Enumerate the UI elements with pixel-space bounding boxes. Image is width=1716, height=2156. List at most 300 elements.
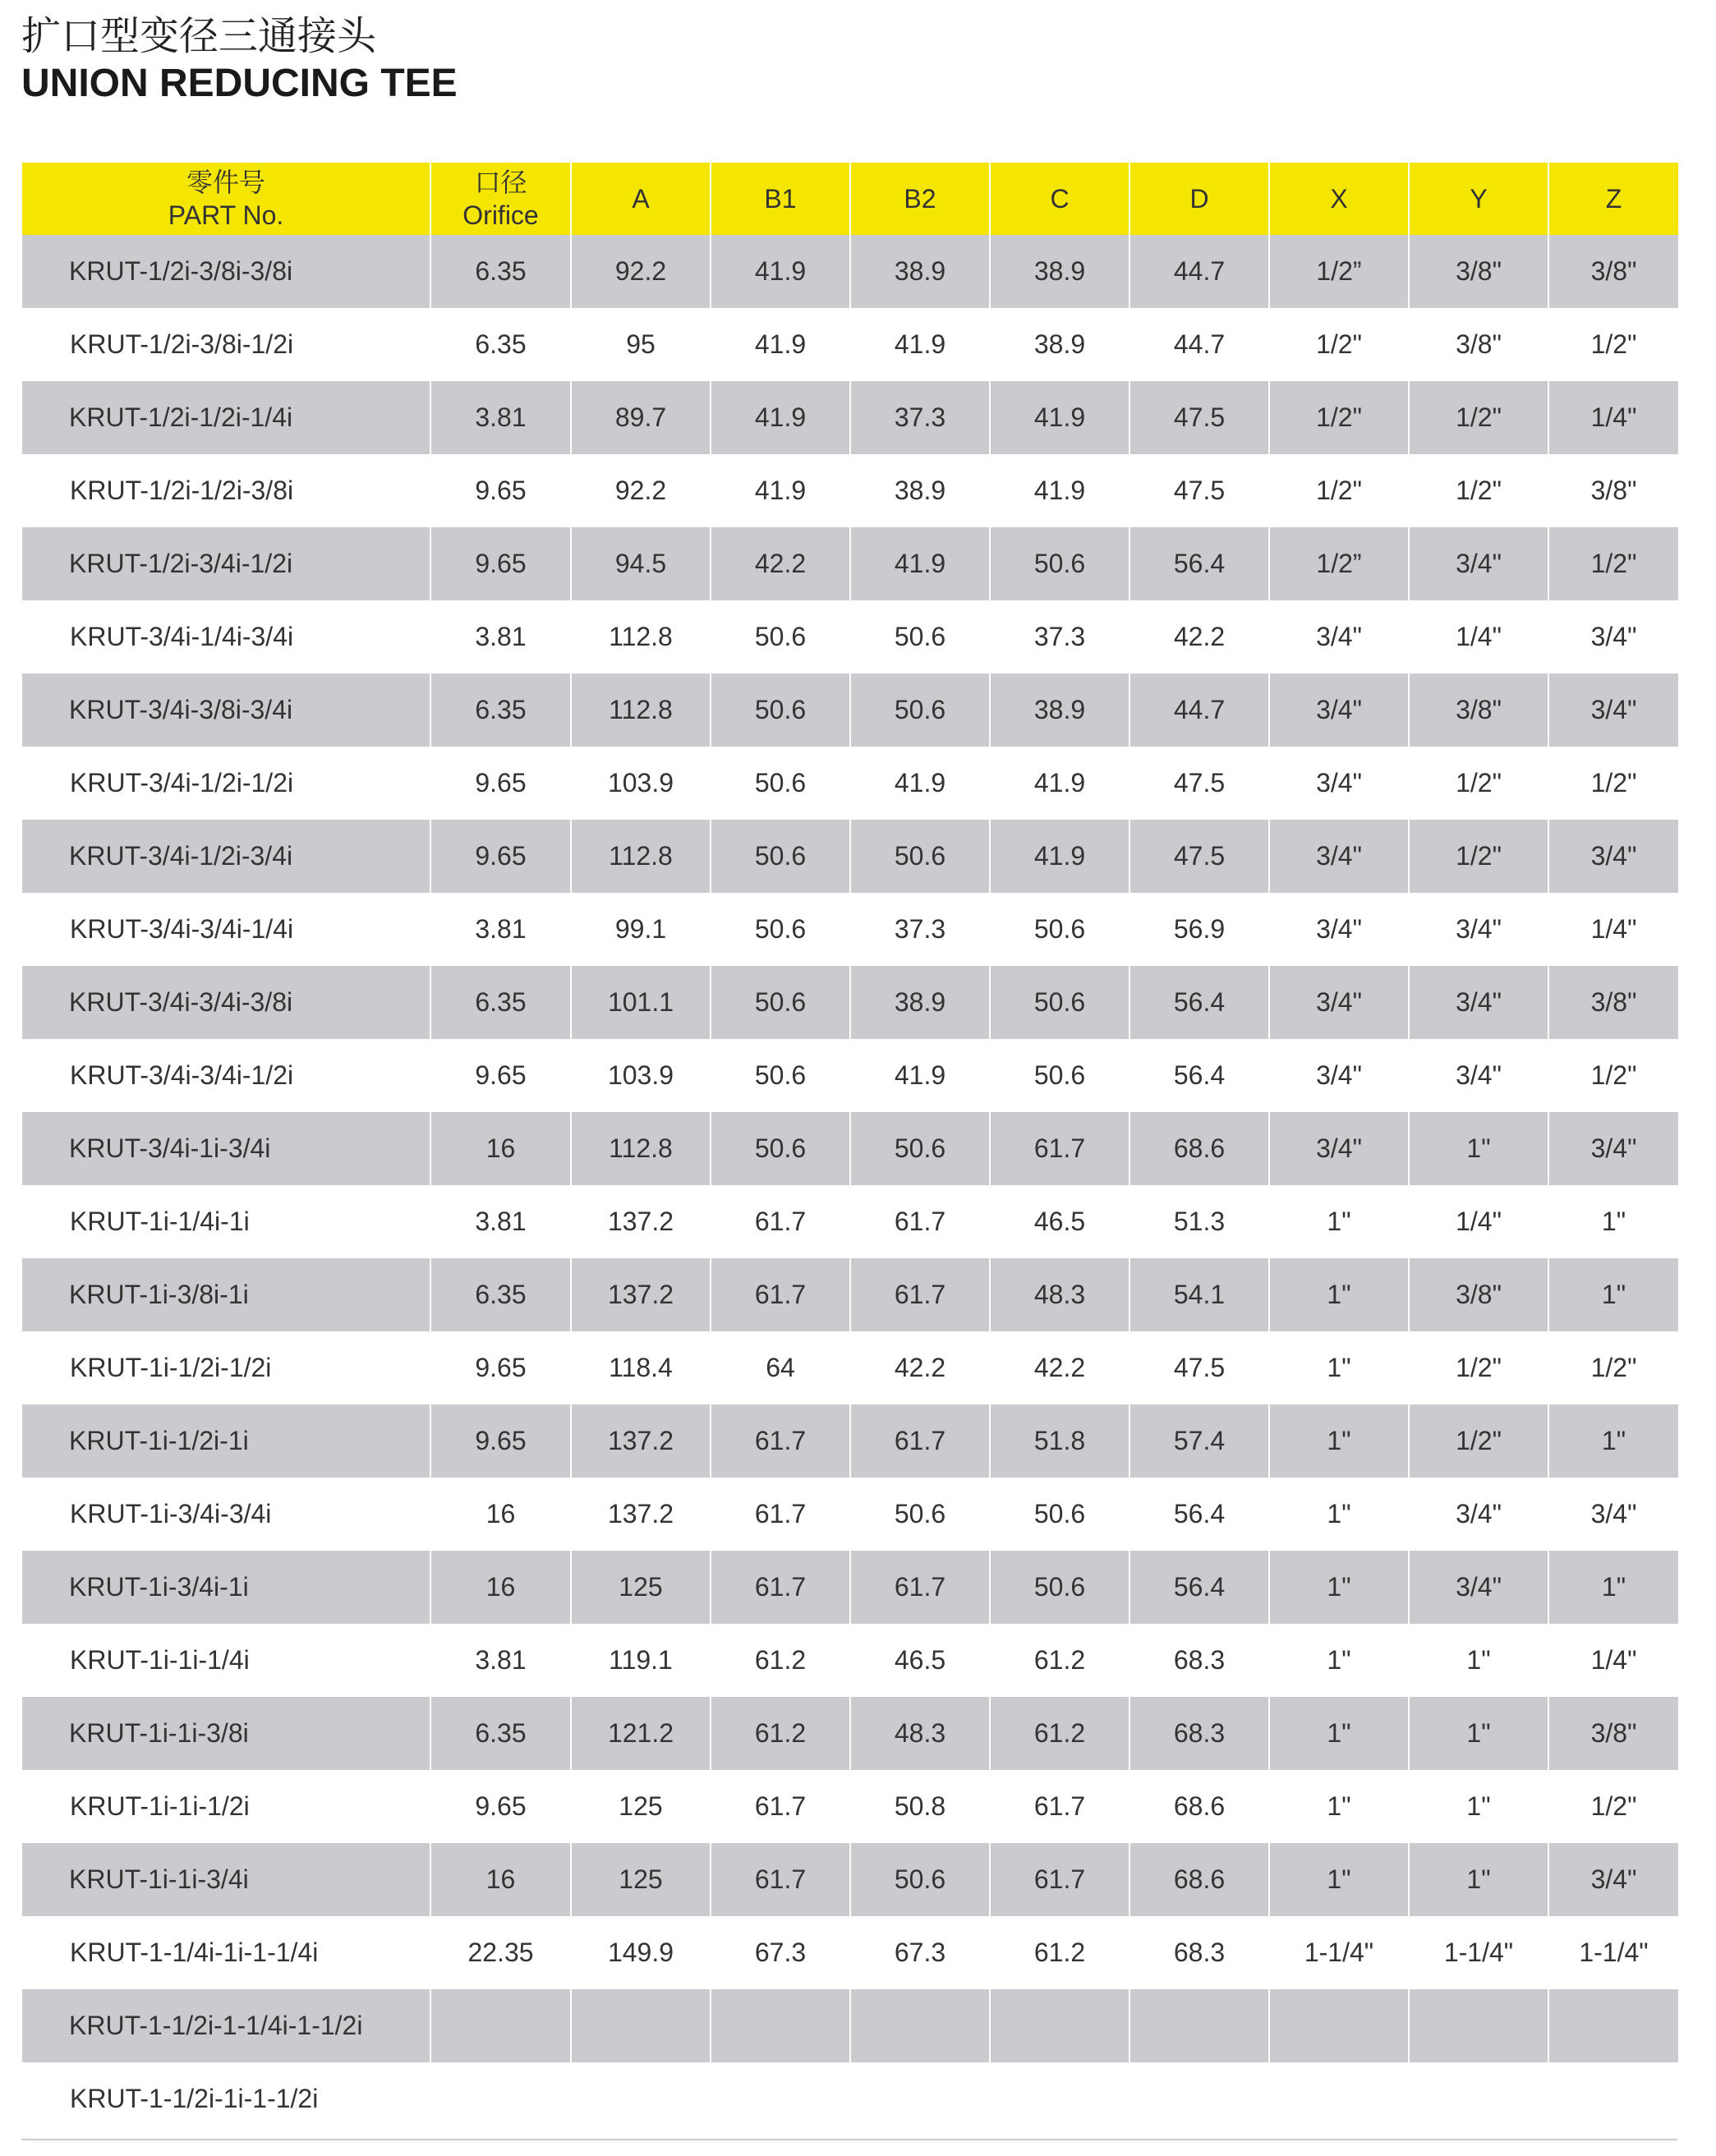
cell-a: 125 xyxy=(571,1551,711,1624)
cell-z: 1/2" xyxy=(1548,1039,1678,1112)
cell-z: 3/4" xyxy=(1548,1112,1678,1185)
table-row xyxy=(22,454,1678,527)
cell-y: 1/2" xyxy=(1409,820,1548,893)
cell-x: 1" xyxy=(1269,1551,1409,1624)
cell-y: 3/4" xyxy=(1409,893,1548,966)
cell-part-no: KRUT-1-1/2i-1-1/4i-1-1/2i xyxy=(22,1989,430,2062)
cell-part-no: KRUT-1i-1i-3/4i xyxy=(22,1843,430,1916)
cell-part-no: KRUT-3/4i-3/8i-3/4i xyxy=(22,673,430,747)
cell-x: 3/4" xyxy=(1269,1112,1409,1185)
cell-part-no: KRUT-1i-1i-1/2i xyxy=(22,1770,430,1843)
table-row xyxy=(22,1039,1678,1112)
cell-part-no: KRUT-1/2i-1/2i-3/8i xyxy=(22,454,430,527)
cell-b2: 50.6 xyxy=(850,1843,990,1916)
cell-b1: 61.7 xyxy=(711,1185,850,1258)
cell-d: 68.3 xyxy=(1129,1624,1269,1697)
cell-orifice: 6.35 xyxy=(430,235,571,308)
cell-b2: 50.6 xyxy=(850,1478,990,1551)
cell-b2 xyxy=(850,1989,990,2062)
cell-x: 1" xyxy=(1269,1404,1409,1478)
cell-c: 50.6 xyxy=(990,1039,1129,1112)
cell-y: 3/4" xyxy=(1409,1039,1548,1112)
cell-orifice: 3.81 xyxy=(430,1185,571,1258)
cell-c: 48.3 xyxy=(990,1258,1129,1331)
cell-x: 1" xyxy=(1269,1258,1409,1331)
cell-x: 1" xyxy=(1269,1770,1409,1843)
cell-c: 38.9 xyxy=(990,308,1129,381)
cell-b1: 61.2 xyxy=(711,1624,850,1697)
cell-c: 41.9 xyxy=(990,747,1129,820)
table-row xyxy=(22,1331,1678,1404)
cell-y: 1/2" xyxy=(1409,381,1548,454)
cell-d: 56.4 xyxy=(1129,1039,1269,1112)
cell-a xyxy=(571,2062,711,2135)
cell-d: 56.4 xyxy=(1129,1551,1269,1624)
cell-a: 95 xyxy=(571,308,711,381)
cell-z: 3/4" xyxy=(1548,673,1678,747)
cell-b2: 61.7 xyxy=(850,1258,990,1331)
cell-z xyxy=(1548,2062,1678,2135)
cell-y: 3/8" xyxy=(1409,673,1548,747)
cell-y: 1/4" xyxy=(1409,600,1548,673)
cell-a: 103.9 xyxy=(571,747,711,820)
cell-b1: 41.9 xyxy=(711,381,850,454)
cell-b1: 61.7 xyxy=(711,1478,850,1551)
cell-part-no: KRUT-3/4i-3/4i-1/4i xyxy=(22,893,430,966)
cell-b2: 48.3 xyxy=(850,1697,990,1770)
cell-y: 1" xyxy=(1409,1112,1548,1185)
cell-orifice: 16 xyxy=(430,1478,571,1551)
cell-z xyxy=(1548,1989,1678,2062)
cell-c: 42.2 xyxy=(990,1331,1129,1404)
cell-b2: 41.9 xyxy=(850,1039,990,1112)
cell-b1: 61.7 xyxy=(711,1551,850,1624)
table-row xyxy=(22,308,1678,381)
cell-y: 3/4" xyxy=(1409,527,1548,600)
cell-b1: 50.6 xyxy=(711,893,850,966)
cell-orifice: 3.81 xyxy=(430,381,571,454)
cell-b2: 38.9 xyxy=(850,454,990,527)
cell-a: 125 xyxy=(571,1843,711,1916)
cell-a: 137.2 xyxy=(571,1258,711,1331)
cell-z: 1" xyxy=(1548,1185,1678,1258)
cell-z: 1" xyxy=(1548,1551,1678,1624)
cell-y: 1/2" xyxy=(1409,1331,1548,1404)
cell-b2: 50.6 xyxy=(850,1112,990,1185)
table-row xyxy=(22,235,1678,308)
cell-a: 112.8 xyxy=(571,673,711,747)
cell-y: 1/4" xyxy=(1409,1185,1548,1258)
header-x: X xyxy=(1269,163,1409,235)
table-row xyxy=(22,747,1678,820)
table-row xyxy=(22,1916,1678,1989)
cell-a: 112.8 xyxy=(571,1112,711,1185)
header-orifice-cn: 口径 xyxy=(474,168,527,197)
cell-orifice: 16 xyxy=(430,1551,571,1624)
table-body xyxy=(22,235,1678,2135)
cell-c: 50.6 xyxy=(990,1478,1129,1551)
cell-b2: 50.6 xyxy=(850,820,990,893)
cell-b2: 50.8 xyxy=(850,1770,990,1843)
cell-b2: 41.9 xyxy=(850,527,990,600)
cell-a: 118.4 xyxy=(571,1331,711,1404)
cell-z: 1/4" xyxy=(1548,381,1678,454)
cell-x xyxy=(1269,2062,1409,2135)
cell-b2: 41.9 xyxy=(850,747,990,820)
cell-orifice: 9.65 xyxy=(430,1331,571,1404)
cell-d: 44.7 xyxy=(1129,673,1269,747)
cell-b2: 61.7 xyxy=(850,1404,990,1478)
cell-z: 3/4" xyxy=(1548,1478,1678,1551)
table-row xyxy=(22,1989,1678,2062)
cell-b2: 42.2 xyxy=(850,1331,990,1404)
cell-b2: 50.6 xyxy=(850,600,990,673)
cell-orifice: 6.35 xyxy=(430,1258,571,1331)
cell-x xyxy=(1269,1989,1409,2062)
cell-x: 1/2" xyxy=(1269,308,1409,381)
cell-a: 99.1 xyxy=(571,893,711,966)
cell-a: 94.5 xyxy=(571,527,711,600)
cell-a: 112.8 xyxy=(571,600,711,673)
cell-d: 44.7 xyxy=(1129,308,1269,381)
cell-part-no: KRUT-1i-3/4i-3/4i xyxy=(22,1478,430,1551)
cell-a: 119.1 xyxy=(571,1624,711,1697)
cell-part-no: KRUT-1i-1/4i-1i xyxy=(22,1185,430,1258)
cell-c: 50.6 xyxy=(990,893,1129,966)
cell-x: 1/2” xyxy=(1269,527,1409,600)
header-b1: B1 xyxy=(711,163,850,235)
cell-part-no: KRUT-1/2i-1/2i-1/4i xyxy=(22,381,430,454)
cell-b1: 42.2 xyxy=(711,527,850,600)
cell-b1: 50.6 xyxy=(711,820,850,893)
cell-y: 1" xyxy=(1409,1770,1548,1843)
table-row xyxy=(22,820,1678,893)
cell-z: 1/4" xyxy=(1548,1624,1678,1697)
cell-orifice: 6.35 xyxy=(430,673,571,747)
cell-c: 61.7 xyxy=(990,1843,1129,1916)
cell-b1: 61.7 xyxy=(711,1404,850,1478)
cell-b1: 41.9 xyxy=(711,235,850,308)
header-z: Z xyxy=(1548,163,1678,235)
cell-part-no: KRUT-1/2i-3/8i-1/2i xyxy=(22,308,430,381)
cell-orifice: 9.65 xyxy=(430,1404,571,1478)
cell-y: 1/2" xyxy=(1409,1404,1548,1478)
cell-d xyxy=(1129,2062,1269,2135)
cell-d: 47.5 xyxy=(1129,381,1269,454)
cell-d: 47.5 xyxy=(1129,1331,1269,1404)
cell-b1: 41.9 xyxy=(711,454,850,527)
cell-a xyxy=(571,1989,711,2062)
cell-b1: 61.7 xyxy=(711,1843,850,1916)
cell-x: 1" xyxy=(1269,1624,1409,1697)
cell-d: 47.5 xyxy=(1129,747,1269,820)
cell-b2: 50.6 xyxy=(850,673,990,747)
cell-x: 1" xyxy=(1269,1843,1409,1916)
cell-part-no: KRUT-3/4i-1i-3/4i xyxy=(22,1112,430,1185)
cell-c: 50.6 xyxy=(990,1551,1129,1624)
page-title-english: UNION REDUCING TEE xyxy=(21,62,458,105)
cell-c: 61.2 xyxy=(990,1916,1129,1989)
cell-part-no: KRUT-3/4i-1/2i-3/4i xyxy=(22,820,430,893)
cell-part-no: KRUT-1i-3/4i-1i xyxy=(22,1551,430,1624)
cell-orifice: 9.65 xyxy=(430,747,571,820)
cell-orifice xyxy=(430,1989,571,2062)
cell-z: 1/2" xyxy=(1548,1770,1678,1843)
cell-part-no: KRUT-3/4i-3/4i-1/2i xyxy=(22,1039,430,1112)
header-y: Y xyxy=(1409,163,1548,235)
table-row xyxy=(22,1624,1678,1697)
header-part-cn: 零件号 xyxy=(186,168,265,197)
cell-d: 68.6 xyxy=(1129,1112,1269,1185)
cell-y: 1" xyxy=(1409,1843,1548,1916)
cell-b2: 67.3 xyxy=(850,1916,990,1989)
cell-b1: 61.7 xyxy=(711,1770,850,1843)
cell-x: 3/4" xyxy=(1269,820,1409,893)
cell-part-no: KRUT-1i-3/8i-1i xyxy=(22,1258,430,1331)
cell-part-no: KRUT-1/2i-3/8i-3/8i xyxy=(22,235,430,308)
cell-z: 1-1/4" xyxy=(1548,1916,1678,1989)
page-title-chinese: 扩口型变径三通接头 xyxy=(21,13,377,59)
cell-orifice: 9.65 xyxy=(430,1039,571,1112)
cell-c: 61.7 xyxy=(990,1770,1129,1843)
cell-b2: 61.7 xyxy=(850,1185,990,1258)
cell-z: 3/4" xyxy=(1548,1843,1678,1916)
cell-b2: 61.7 xyxy=(850,1551,990,1624)
cell-d: 47.5 xyxy=(1129,454,1269,527)
cell-d: 56.4 xyxy=(1129,527,1269,600)
cell-y xyxy=(1409,2062,1548,2135)
table-row xyxy=(22,1551,1678,1624)
cell-y: 1" xyxy=(1409,1697,1548,1770)
table-row xyxy=(22,673,1678,747)
cell-z: 3/8" xyxy=(1548,235,1678,308)
table-row xyxy=(22,1843,1678,1916)
header-d: D xyxy=(1129,163,1269,235)
cell-orifice: 3.81 xyxy=(430,1624,571,1697)
cell-b1: 67.3 xyxy=(711,1916,850,1989)
cell-z: 1/2" xyxy=(1548,1331,1678,1404)
table-row xyxy=(22,600,1678,673)
cell-orifice: 9.65 xyxy=(430,454,571,527)
cell-orifice: 9.65 xyxy=(430,1770,571,1843)
cell-b1: 61.7 xyxy=(711,1258,850,1331)
cell-b1 xyxy=(711,1989,850,2062)
cell-b2: 37.3 xyxy=(850,381,990,454)
cell-b2: 46.5 xyxy=(850,1624,990,1697)
cell-z: 3/4" xyxy=(1548,600,1678,673)
cell-d: 68.6 xyxy=(1129,1843,1269,1916)
cell-part-no: KRUT-3/4i-1/2i-1/2i xyxy=(22,747,430,820)
cell-a: 137.2 xyxy=(571,1185,711,1258)
cell-a: 89.7 xyxy=(571,381,711,454)
header-part-en: PART No. xyxy=(168,200,284,230)
header-orifice-en: Orifice xyxy=(462,200,539,230)
cell-b1: 61.2 xyxy=(711,1697,850,1770)
table-row xyxy=(22,1697,1678,1770)
cell-a: 125 xyxy=(571,1770,711,1843)
cell-z: 3/8" xyxy=(1548,1697,1678,1770)
cell-d: 68.6 xyxy=(1129,1770,1269,1843)
cell-y: 1-1/4" xyxy=(1409,1916,1548,1989)
cell-orifice: 16 xyxy=(430,1112,571,1185)
cell-orifice: 16 xyxy=(430,1843,571,1916)
cell-d: 51.3 xyxy=(1129,1185,1269,1258)
cell-part-no: KRUT-3/4i-1/4i-3/4i xyxy=(22,600,430,673)
cell-z: 1" xyxy=(1548,1404,1678,1478)
cell-z: 1/2" xyxy=(1548,527,1678,600)
cell-b1: 64 xyxy=(711,1331,850,1404)
cell-part-no: KRUT-1-1/4i-1i-1-1/4i xyxy=(22,1916,430,1989)
cell-b1: 50.6 xyxy=(711,1112,850,1185)
cell-orifice: 6.35 xyxy=(430,966,571,1039)
cell-part-no: KRUT-1i-1i-3/8i xyxy=(22,1697,430,1770)
cell-z: 1/2" xyxy=(1548,747,1678,820)
cell-part-no: KRUT-1/2i-3/4i-1/2i xyxy=(22,527,430,600)
cell-c: 61.2 xyxy=(990,1697,1129,1770)
cell-b2: 38.9 xyxy=(850,235,990,308)
header-c: C xyxy=(990,163,1129,235)
cell-orifice: 22.35 xyxy=(430,1916,571,1989)
cell-a: 149.9 xyxy=(571,1916,711,1989)
cell-c: 37.3 xyxy=(990,600,1129,673)
cell-d xyxy=(1129,1989,1269,2062)
cell-d: 44.7 xyxy=(1129,235,1269,308)
cell-a: 92.2 xyxy=(571,235,711,308)
cell-orifice: 3.81 xyxy=(430,893,571,966)
table-row xyxy=(22,893,1678,966)
cell-x: 3/4" xyxy=(1269,893,1409,966)
spec-table xyxy=(21,163,1678,2135)
cell-x: 1/2” xyxy=(1269,235,1409,308)
cell-a: 121.2 xyxy=(571,1697,711,1770)
cell-c: 41.9 xyxy=(990,454,1129,527)
cell-y: 3/4" xyxy=(1409,1478,1548,1551)
cell-d: 68.3 xyxy=(1129,1916,1269,1989)
cell-d: 56.9 xyxy=(1129,893,1269,966)
cell-x: 3/4" xyxy=(1269,966,1409,1039)
cell-c: 51.8 xyxy=(990,1404,1129,1478)
cell-x: 1" xyxy=(1269,1185,1409,1258)
cell-y: 1" xyxy=(1409,1624,1548,1697)
cell-a: 101.1 xyxy=(571,966,711,1039)
cell-x: 1/2" xyxy=(1269,454,1409,527)
table-row xyxy=(22,1258,1678,1331)
cell-x: 1" xyxy=(1269,1478,1409,1551)
table-row xyxy=(22,1770,1678,1843)
table-row xyxy=(22,1112,1678,1185)
cell-c: 50.6 xyxy=(990,527,1129,600)
cell-z: 1" xyxy=(1548,1258,1678,1331)
header-orifice xyxy=(430,163,571,235)
cell-d: 42.2 xyxy=(1129,600,1269,673)
cell-a: 137.2 xyxy=(571,1478,711,1551)
cell-orifice: 3.81 xyxy=(430,600,571,673)
table-row xyxy=(22,1478,1678,1551)
cell-y: 3/4" xyxy=(1409,966,1548,1039)
cell-part-no: KRUT-1i-1/2i-1i xyxy=(22,1404,430,1478)
cell-orifice xyxy=(430,2062,571,2135)
cell-z: 3/8" xyxy=(1548,454,1678,527)
cell-y: 3/8" xyxy=(1409,1258,1548,1331)
cell-c: 50.6 xyxy=(990,966,1129,1039)
cell-orifice: 6.35 xyxy=(430,1697,571,1770)
table-row xyxy=(22,966,1678,1039)
cell-a: 103.9 xyxy=(571,1039,711,1112)
cell-b1: 50.6 xyxy=(711,600,850,673)
cell-x: 3/4" xyxy=(1269,673,1409,747)
cell-x: 1/2" xyxy=(1269,381,1409,454)
cell-x: 1-1/4" xyxy=(1269,1916,1409,1989)
cell-c: 41.9 xyxy=(990,381,1129,454)
table-row xyxy=(22,2062,1678,2135)
cell-a: 112.8 xyxy=(571,820,711,893)
cell-x: 3/4" xyxy=(1269,1039,1409,1112)
cell-d: 54.1 xyxy=(1129,1258,1269,1331)
table-row xyxy=(22,1404,1678,1478)
cell-c: 61.2 xyxy=(990,1624,1129,1697)
cell-d: 47.5 xyxy=(1129,820,1269,893)
cell-b1: 41.9 xyxy=(711,308,850,381)
cell-b2: 38.9 xyxy=(850,966,990,1039)
cell-y: 1/2" xyxy=(1409,747,1548,820)
cell-c: 46.5 xyxy=(990,1185,1129,1258)
header-part-no xyxy=(22,163,430,235)
cell-y: 3/8" xyxy=(1409,308,1548,381)
cell-c: 61.7 xyxy=(990,1112,1129,1185)
cell-x: 1" xyxy=(1269,1697,1409,1770)
cell-x: 3/4" xyxy=(1269,747,1409,820)
cell-d: 56.4 xyxy=(1129,1478,1269,1551)
cell-b1 xyxy=(711,2062,850,2135)
cell-y: 3/8" xyxy=(1409,235,1548,308)
cell-part-no: KRUT-1i-1i-1/4i xyxy=(22,1624,430,1697)
bottom-divider xyxy=(21,2139,1677,2140)
table-row xyxy=(22,1185,1678,1258)
cell-z: 3/4" xyxy=(1548,820,1678,893)
header-a: A xyxy=(571,163,711,235)
cell-x: 1" xyxy=(1269,1331,1409,1404)
cell-y xyxy=(1409,1989,1548,2062)
cell-c: 38.9 xyxy=(990,673,1129,747)
cell-z: 1/4" xyxy=(1548,893,1678,966)
cell-b2 xyxy=(850,2062,990,2135)
cell-d: 68.3 xyxy=(1129,1697,1269,1770)
cell-c: 41.9 xyxy=(990,820,1129,893)
table-row xyxy=(22,527,1678,600)
cell-b1: 50.6 xyxy=(711,747,850,820)
cell-b1: 50.6 xyxy=(711,1039,850,1112)
table-row xyxy=(22,381,1678,454)
cell-part-no: KRUT-3/4i-3/4i-3/8i xyxy=(22,966,430,1039)
cell-z: 1/2" xyxy=(1548,308,1678,381)
cell-b2: 41.9 xyxy=(850,308,990,381)
cell-c xyxy=(990,2062,1129,2135)
header-b2: B2 xyxy=(850,163,990,235)
cell-part-no: KRUT-1i-1/2i-1/2i xyxy=(22,1331,430,1404)
cell-orifice: 9.65 xyxy=(430,527,571,600)
cell-d: 57.4 xyxy=(1129,1404,1269,1478)
cell-b1: 50.6 xyxy=(711,673,850,747)
cell-a: 137.2 xyxy=(571,1404,711,1478)
cell-b1: 50.6 xyxy=(711,966,850,1039)
table-header-row xyxy=(22,163,1678,235)
cell-orifice: 6.35 xyxy=(430,308,571,381)
cell-b2: 37.3 xyxy=(850,893,990,966)
cell-x: 3/4" xyxy=(1269,600,1409,673)
cell-part-no: KRUT-1-1/2i-1i-1-1/2i xyxy=(22,2062,430,2135)
cell-c: 38.9 xyxy=(990,235,1129,308)
cell-c xyxy=(990,1989,1129,2062)
